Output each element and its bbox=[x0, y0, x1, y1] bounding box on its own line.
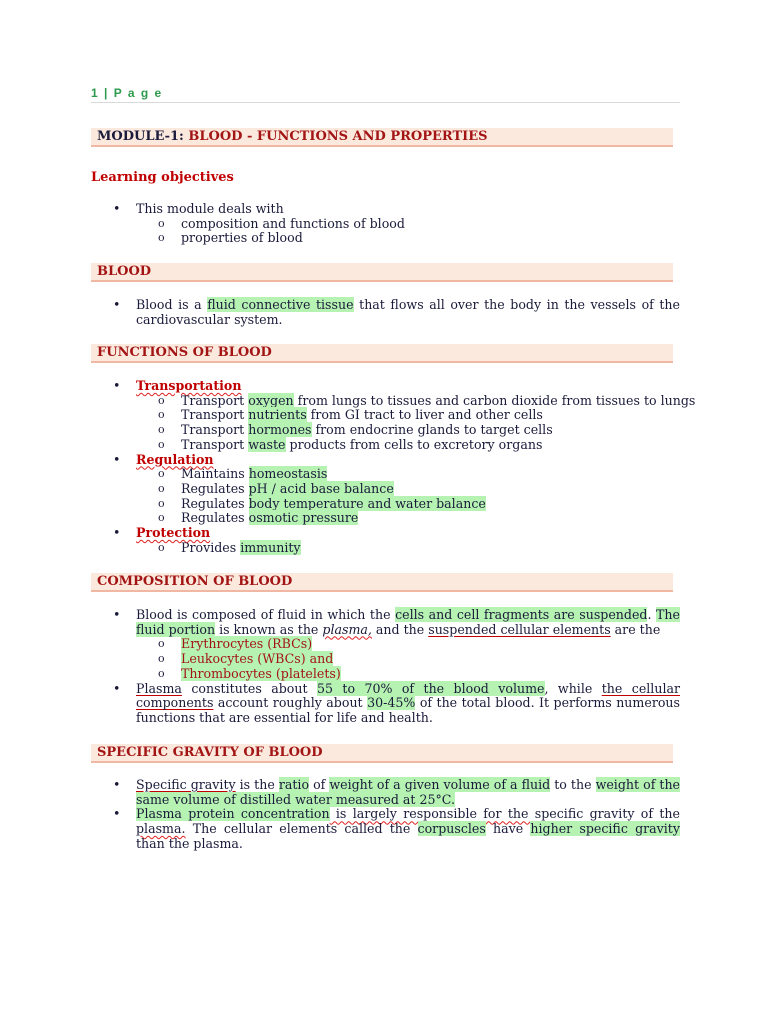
blood-definition bbox=[91, 298, 680, 327]
list-item: • Plasma protein concentration is largely responsible for the specific gravity of the plasma. The cellular elements called the corpuscles have higher specific gravity than the plasma. bbox=[113, 806, 680, 851]
list-item: o Transport hormones from endocrine glands to target cells bbox=[158, 422, 553, 438]
list-item: o composition and functions of blood bbox=[158, 215, 405, 231]
list-item: • Plasma constitutes about 55 to 70% of the blood volume, while the cellular components account roughly about 30-45% of the total blood. It performs numerous functions that are essential for life and health. bbox=[113, 680, 681, 725]
composition-list bbox=[91, 608, 680, 726]
list-item: o Regulates pH / acid base balance bbox=[158, 480, 394, 496]
list-item: • Blood is a fluid connective tissue that flows all over the body in the vessels of the cardiovascular system. bbox=[113, 297, 680, 327]
learning-objectives-heading: Learning objectives bbox=[91, 170, 234, 185]
list-item: o Thrombocytes (platelets) bbox=[158, 665, 341, 681]
section-heading-composition: COMPOSITION OF BLOOD bbox=[91, 573, 673, 592]
module-title: BLOOD - FUNCTIONS AND PROPERTIES bbox=[188, 129, 488, 144]
section-heading-specific-gravity: SPECIFIC GRAVITY OF BLOOD bbox=[91, 744, 673, 763]
list-item: o Transport waste products from cells to excretory organs bbox=[158, 436, 543, 452]
list-item: o Transport oxygen from lungs to tissues and carbon dioxide from tissues to lungs bbox=[158, 392, 696, 408]
list-item: o Provides immunity bbox=[158, 539, 301, 555]
section-heading-blood: BLOOD bbox=[91, 263, 673, 282]
list-item: • Transportation bbox=[113, 378, 242, 393]
list-item: • Blood is composed of fluid in which the cells and cell fragments are suspended. The fluid portion is known as the plasma, and the suspended cellular elements are the bbox=[113, 607, 680, 637]
module-title-bar bbox=[91, 128, 673, 147]
list-item: • Regulation bbox=[113, 451, 214, 467]
functions-list bbox=[91, 378, 696, 555]
list-item: o properties of blood bbox=[158, 230, 303, 246]
section-heading-functions: FUNCTIONS OF BLOOD bbox=[91, 344, 673, 363]
list-item: o Erythrocytes (RBCs) bbox=[158, 636, 313, 652]
list-item: o Regulates osmotic pressure bbox=[158, 510, 359, 526]
page-number: 1 | P a g e bbox=[91, 86, 163, 100]
header-rule bbox=[91, 102, 680, 103]
module-prefix: MODULE-1: bbox=[97, 129, 184, 144]
list-item: • Protection bbox=[113, 525, 211, 541]
list-item: o Regulates body temperature and water balance bbox=[158, 495, 486, 511]
list-item: • Specific gravity is the ratio of weight of a given volume of a fluid to the weight of the same volume of distilled water measured at 25°C. bbox=[113, 777, 681, 807]
list-item: • This module deals with bbox=[113, 201, 284, 216]
gravity-list bbox=[91, 778, 680, 852]
list-item: o Transport nutrients from GI tract to liver and other cells bbox=[158, 407, 543, 423]
list-item: o Maintains homeostasis bbox=[158, 466, 328, 482]
learning-list bbox=[91, 202, 680, 246]
list-item: o Leukocytes (WBCs) and bbox=[158, 651, 334, 667]
